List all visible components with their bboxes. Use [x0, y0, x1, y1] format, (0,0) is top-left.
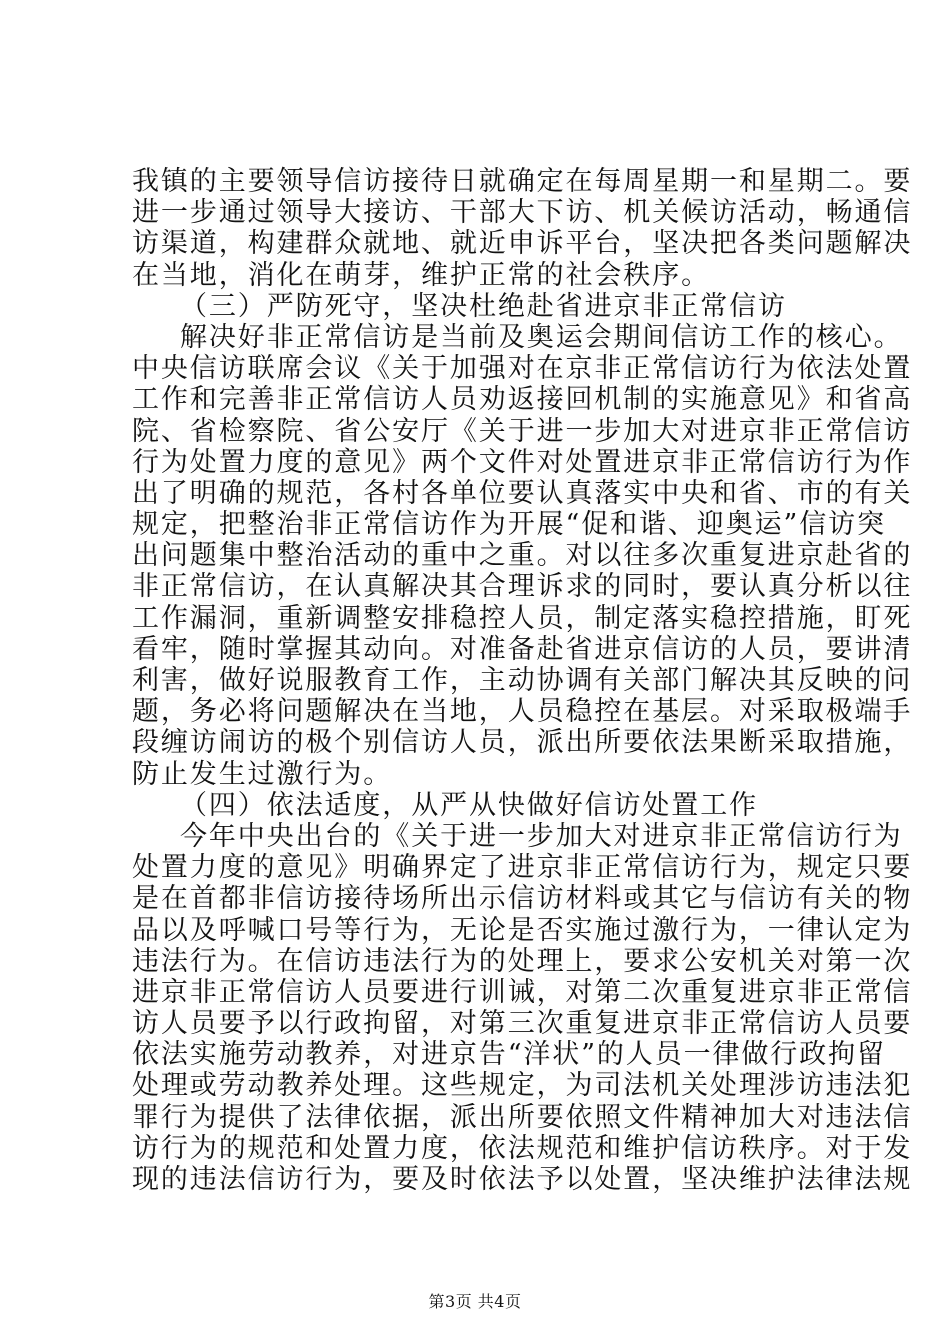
text-line: 规定，把整治非正常信访作为开展“促和谐、迎奥运”信访突 — [132, 509, 886, 541]
text-line: 行为处置力度的意见》两个文件对处置进京非正常信访行为作 — [132, 446, 913, 478]
section-heading: （三）严防死守，坚决杜绝赴省进京非正常信访 — [180, 290, 787, 322]
text-line: 题，务必将问题解决在当地，人员稳控在基层。对采取极端手 — [132, 696, 913, 728]
text-line: 我镇的主要领导信访接待日就确定在每周星期一和星期二。要 — [132, 166, 913, 197]
text-line: 违法行为。在信访违法行为的处理上，要求公安机关对第一次 — [132, 945, 913, 977]
page-number-footer: 第3页 共4页 — [428, 1292, 522, 1311]
text-line: 进京非正常信访人员要进行训诫，对第二次重复进京非正常信 — [132, 976, 913, 1008]
text-line: 现的违法信访行为，要及时依法予以处置，坚决维护法律法规 — [132, 1164, 913, 1195]
document-body — [132, 166, 913, 1195]
text-line: 工作漏洞，重新调整安排稳控人员，制定落实稳控措施，盯死 — [132, 602, 913, 634]
text-line: 依法实施劳动教养，对进京告“洋状”的人员一律做行政拘留 — [132, 1039, 886, 1071]
text-line: 罪行为提供了法律依据，派出所要依照文件精神加大对违法信 — [132, 1101, 913, 1133]
paragraph-first-line: 解决好非正常信访是当前及奥运会期间信访工作的核心。 — [180, 321, 903, 353]
paragraph-first-line: 今年中央出台的《关于进一步加大对进京非正常信访行为 — [180, 820, 903, 852]
text-line: 工作和完善非正常信访人员劝返接回机制的实施意见》和省高 — [132, 384, 913, 416]
text-line: 处置力度的意见》明确界定了进京非正常信访行为，规定只要 — [132, 852, 913, 884]
text-line: 访人员要予以行政拘留，对第三次重复进京非正常信访人员要 — [132, 1008, 913, 1040]
text-line: 利害，做好说服教育工作，主动协调有关部门解决其反映的问 — [132, 665, 913, 696]
text-line: 看牢，随时掌握其动向。对准备赴省进京信访的人员，要讲清 — [132, 633, 913, 665]
section-heading: （四）依法适度，从严从快做好信访处置工作 — [180, 789, 758, 821]
text-line: 中央信访联席会议《关于加强对在京非正常信访行为依法处置 — [132, 353, 913, 385]
text-line: 处理或劳动教养处理。这些规定，为司法机关处理涉访违法犯 — [132, 1070, 913, 1102]
text-line: 品以及呼喊口号等行为，无论是否实施过激行为，一律认定为 — [132, 914, 913, 946]
text-line: 院、省检察院、省公安厅《关于进一步加大对进京非正常信访 — [132, 415, 913, 447]
text-line: 段缠访闹访的极个别信访人员，派出所要依法果断采取措施， — [132, 727, 913, 759]
text-line: 防止发生过激行为。 — [132, 758, 393, 790]
text-line: 进一步通过领导大接访、干部大下访、机关候访活动，畅通信 — [132, 197, 913, 229]
text-line: 访行为的规范和处置力度，依法规范和维护信访秩序。对于发 — [132, 1132, 913, 1164]
text-line: 在当地，消化在萌芽，维护正常的社会秩序。 — [132, 259, 710, 291]
text-line: 是在首都非信访接待场所出示信访材料或其它与信访有关的物 — [132, 883, 913, 915]
text-line: 出了明确的规范，各村各单位要认真落实中央和省、市的有关 — [132, 477, 913, 509]
text-line: 出问题集中整治活动的重中之重。对以往多次重复进京赴省的 — [132, 540, 913, 572]
text-line: 访渠道，构建群众就地、就近申诉平台，坚决把各类问题解决 — [132, 228, 913, 260]
text-line: 非正常信访，在认真解决其合理诉求的同时，要认真分析以往 — [132, 571, 913, 603]
